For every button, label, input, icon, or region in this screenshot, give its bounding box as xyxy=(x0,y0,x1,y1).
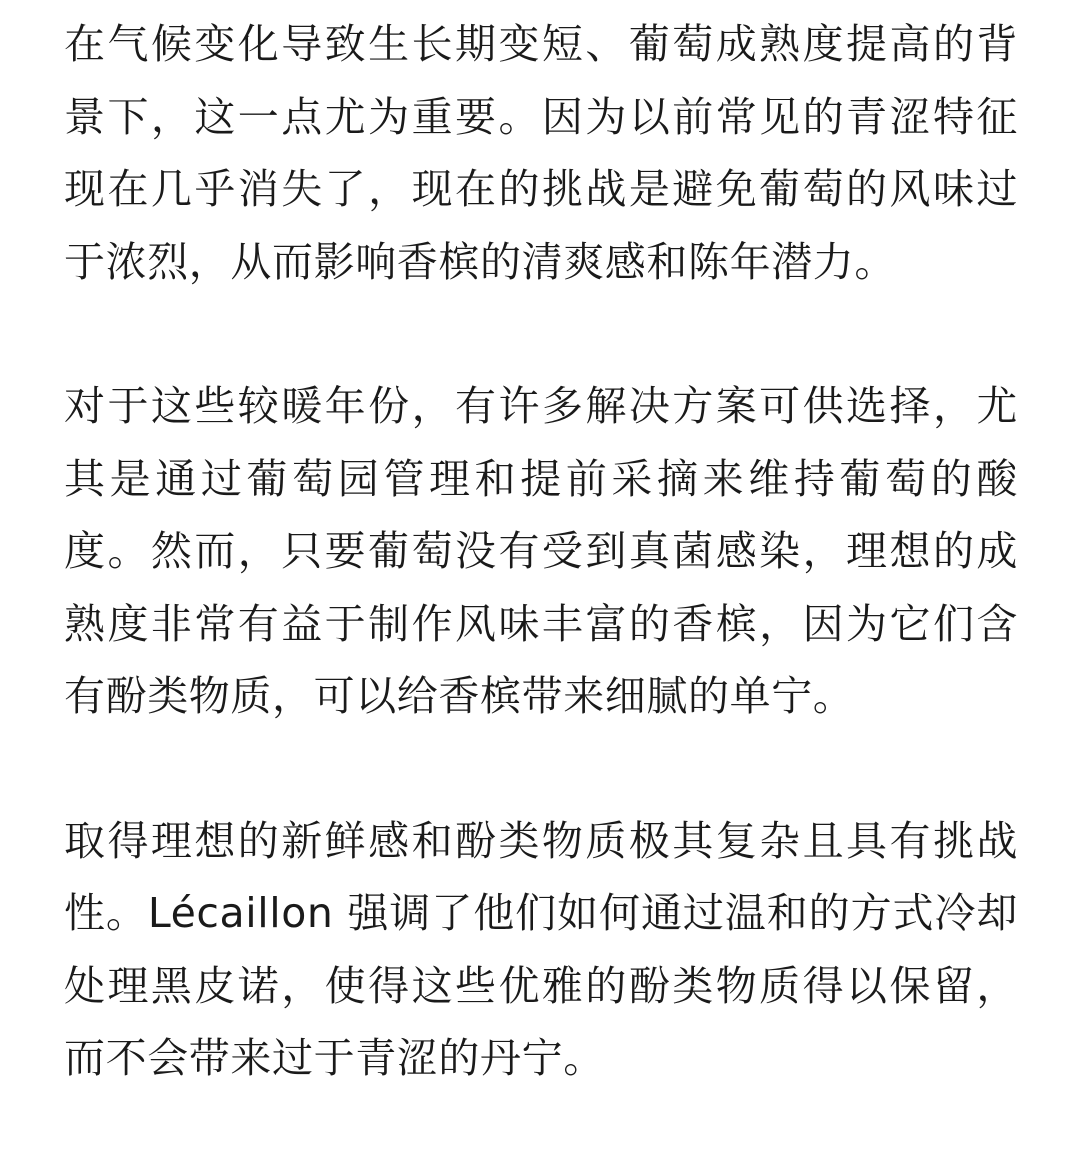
paragraph-phenolics: 取得理想的新鲜感和酚类物质极其复杂且具有挑战性。Lécaillon 强调了他们如何通过温和的方式冷却处理黑皮诺，使得这些优雅的酚类物质得以保留，而不会带来过于青涩的丹宁。 xyxy=(64,816,1018,1082)
paragraph-warm-vintages: 对于这些较暖年份，有许多解决方案可供选择，尤其是通过葡萄园管理和提前采摘来维持葡萄的酸度。然而，只要葡萄没有受到真菌感染，理想的成熟度非常有益于制作风味丰富的香槟，因为它们含有酚类物质，可以给香槟带来细腻的单宁。 xyxy=(64,382,1018,720)
article-body xyxy=(64,0,1018,1095)
paragraph-climate-change: 在气候变化导致生长期变短、葡萄成熟度提高的背景下，这一点尤为重要。因为以前常见的青涩特征现在几乎消失了，现在的挑战是避免葡萄的风味过于浓烈，从而影响香槟的清爽感和陈年潜力。 xyxy=(64,20,1018,286)
